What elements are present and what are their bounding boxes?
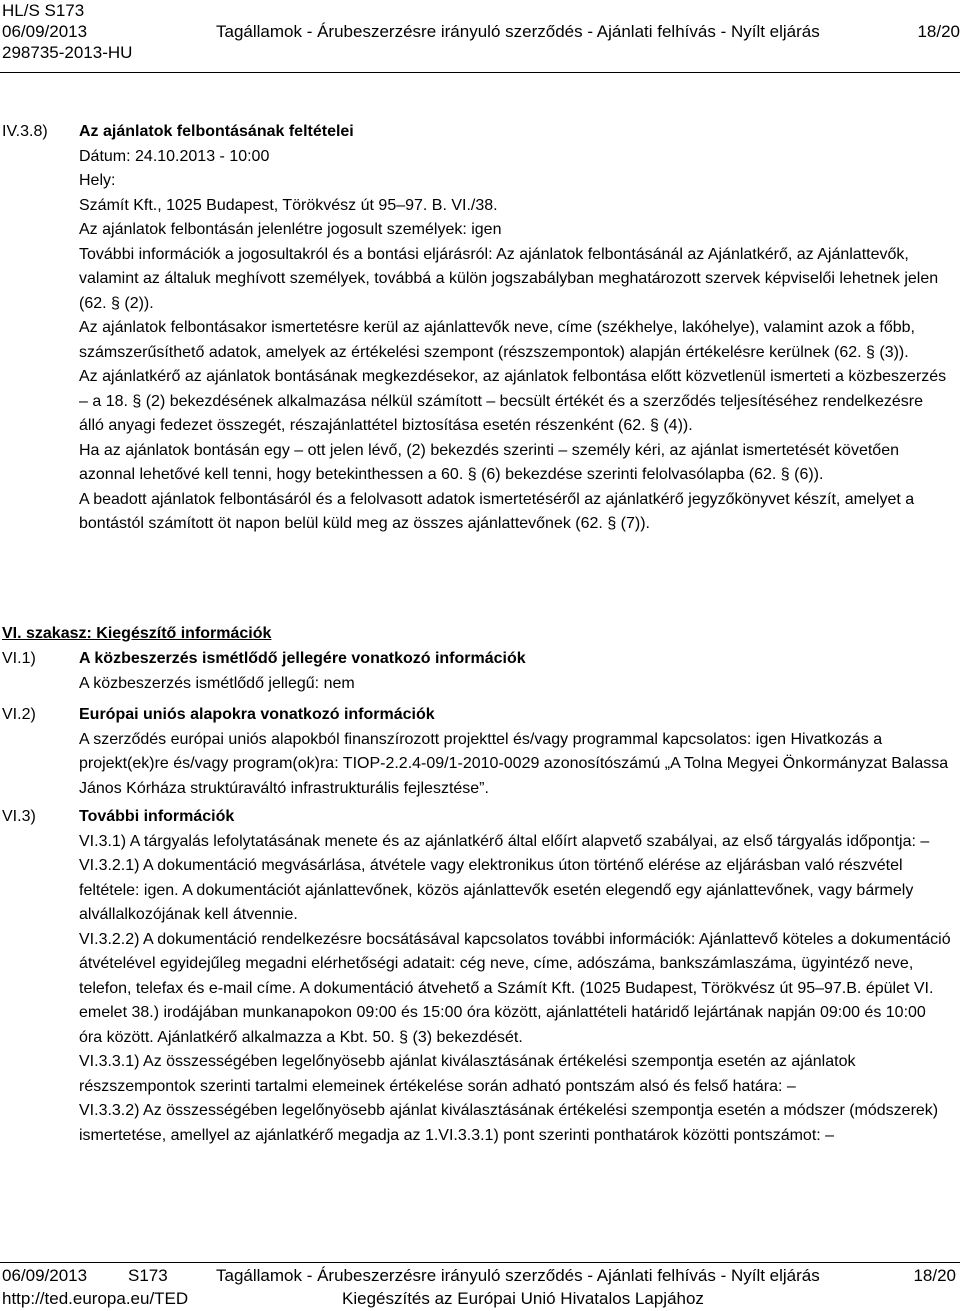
vi3-paragraph-3: VI.3.2.2) A dokumentáció rendelkezésre bocsátásával kapcsolatos további információk: Ajánlattevő köteles a dokumentáció átvételével egyidejűleg megadni elérhetőségi adatait: cég neve, címe, adószáma, bankszámlaszáma, ügyintéző neve, telefon, telefax és e-mail címe. A dokumentáció átvehető a Számít Kft. (1025 Budapest, Törökvész út 95–97.B. épület VI. emelet 38.) irodájában munkanapokon 09:00 és 15:00 óra között, ajánlattételi határidő lejártának napján 09:00 és 10:00 óra között. Ajánlatkérő alkalmazza a Kbt. 50. § (3) bekezdését. bbox=[79, 930, 951, 1046]
section-title-iv38: Az ajánlatok felbontásának feltételei bbox=[79, 123, 354, 140]
header-doc-code: HL/S S173 bbox=[2, 1, 85, 20]
footer-publisher: Kiegészítés az Európai Unió Hivatalos Lapjához bbox=[342, 1289, 704, 1308]
section-vi-title: VI. szakasz: Kiegészítő információk bbox=[2, 625, 272, 642]
iv38-paragraph-5: A beadott ajánlatok felbontásáról és a felolvasott adatok ismertetéséről az ajánlatkérő jegyzőkönyvet készít, amelyet a bontástól számított öt napon belül küld meg az összes ajánlattevőnek (62. § (7)). bbox=[79, 490, 915, 532]
iv38-paragraph-1: További információk a jogosultakról és a bontási eljárásról: Az ajánlatok felbontásánál az Ajánlatkérő, az Ajánlattevők, valamint az általuk meghívott személyek, továbbá a külön jogszabályban meghatározott szervek képviselői lehetnek jelen (62. § (2)). bbox=[79, 245, 939, 312]
section-vi2 bbox=[79, 703, 951, 801]
page-footer bbox=[0, 1262, 960, 1311]
vi1-text: A közbeszerzés ismétlődő jellegű: nem bbox=[79, 674, 355, 692]
iv38-paragraph-2: Az ajánlatok felbontásakor ismertetésre kerül az ajánlattevők neve, címe (székhelye, lakóhelye), valamint azok a főbb, számszerűsíthető adatok, amelyek az értékelési szempont (részszempontok) alapján értékelésre kerülnek (62. § (3)). bbox=[79, 319, 915, 361]
vi3-paragraph-2: VI.3.2.1) A dokumentáció megvásárlása, átvétele vagy elektronikus úton történő elérése az eljárásban való részvétel feltétele: igen. A dokumentációt ajánlattevőnek, közös ajánlattevők esetén elegendő egy ajánlattevőnek, vagy bármely alvállalkozójának kell átvennie. bbox=[79, 857, 914, 923]
section-title-vi3: További információk bbox=[79, 808, 235, 825]
section-vi3 bbox=[79, 805, 951, 1148]
vi2-text: A szerződés európai uniós alapokból finanszírozott projekttel és/vagy programmal kapcsolatos: igen Hivatkozás a projekt(ek)re és/vagy program(ok)ra: TIOP-2.2.4-09/1-2010-0029 azonosítószámú „A Tolna Megyei Önkormányzat Balassa János Kórháza struktúraváltó infrastrukturális fejlesztése”. bbox=[79, 730, 949, 797]
section-number-vi3: VI.3) bbox=[2, 808, 36, 825]
iv38-line-address: Számít Kft., 1025 Budapest, Törökvész út 95–97. B. VI./38. bbox=[79, 196, 498, 214]
iv38-line-date: Dátum: 24.10.2013 - 10:00 bbox=[79, 147, 270, 165]
section-title-vi1: A közbeszerzés ismétlődő jellegére vonatkozó információk bbox=[79, 650, 526, 667]
header-title: Tagállamok - Árubeszerzésre irányuló szerződés - Ajánlati felhívás - Nyílt eljárás bbox=[216, 22, 820, 41]
header-divider bbox=[0, 72, 960, 73]
footer-doc-code: S173 bbox=[128, 1266, 168, 1285]
footer-date: 06/09/2013 bbox=[2, 1266, 88, 1285]
vi3-paragraph-5: VI.3.3.2) Az összességében legelőnyösebb ajánlat kiválasztásának értékelési szempontja esetén a módszer (módszerek) ismertetése, amellyel az ajánlatkérő megadja az 1.VI.3.3.1) pont szerinti ponthatárok közötti pontszámot: – bbox=[79, 1102, 939, 1144]
section-number-iv38: IV.3.8) bbox=[2, 123, 48, 140]
iv38-line-attendance: Az ajánlatok felbontásán jelenlétre jogosult személyek: igen bbox=[79, 221, 502, 238]
header-doc-id: 298735-2013-HU bbox=[2, 43, 133, 62]
section-title-vi2: Európai uniós alapokra vonatkozó információk bbox=[79, 706, 435, 723]
header-page-number: 18/20 bbox=[917, 22, 960, 41]
section-iv38 bbox=[79, 120, 951, 537]
vi3-paragraph-1: VI.3.1) A tárgyalás lefolytatásának menete és az ajánlatkérő által előírt alapvető szabályai, az első tárgyalás időpontja: – bbox=[79, 832, 930, 850]
section-number-vi2: VI.2) bbox=[2, 706, 36, 723]
footer-url[interactable]: http://ted.europa.eu/TED bbox=[2, 1289, 189, 1308]
section-number-vi1: VI.1) bbox=[2, 650, 36, 667]
footer-page-number: 18/20 bbox=[913, 1266, 956, 1285]
footer-divider bbox=[0, 1262, 960, 1263]
page-header bbox=[0, 0, 960, 72]
header-date: 06/09/2013 bbox=[2, 22, 88, 41]
vi3-paragraph-4: VI.3.3.1) Az összességében legelőnyösebb ajánlat kiválasztásának értékelési szempontja esetén az ajánlatok részszempontok szerinti tartalmi elemeinek értékelése során adható pontszám alsó és felső határa: – bbox=[79, 1053, 856, 1095]
iv38-line-place-label: Hely: bbox=[79, 172, 116, 189]
section-vi1 bbox=[79, 647, 951, 696]
iv38-paragraph-3: Az ajánlatkérő az ajánlatok bontásának megkezdésekor, az ajánlatok felbontása előtt közvetlenül ismerteti a közbeszerzés – a 18. § (2) bekezdésének alkalmazása nélkül számított – becsült értékét és a szerződés teljesítéséhez rendelkezésre álló anyagi fedezet összegét, részajánlattétel biztosítása esetén részenként (62. § (4)). bbox=[79, 368, 947, 434]
footer-title: Tagállamok - Árubeszerzésre irányuló szerződés - Ajánlati felhívás - Nyílt eljárás bbox=[216, 1266, 820, 1285]
iv38-paragraph-4: Ha az ajánlatok bontásán egy – ott jelen lévő, (2) bekezdés szerinti – személy kéri, az ajánlat ismertetését követően azonnal lehetővé kell tenni, hogy betekinthessen a 60. § (6) bekezdése szerinti felolvasólapba (62. § (6)). bbox=[79, 441, 899, 483]
